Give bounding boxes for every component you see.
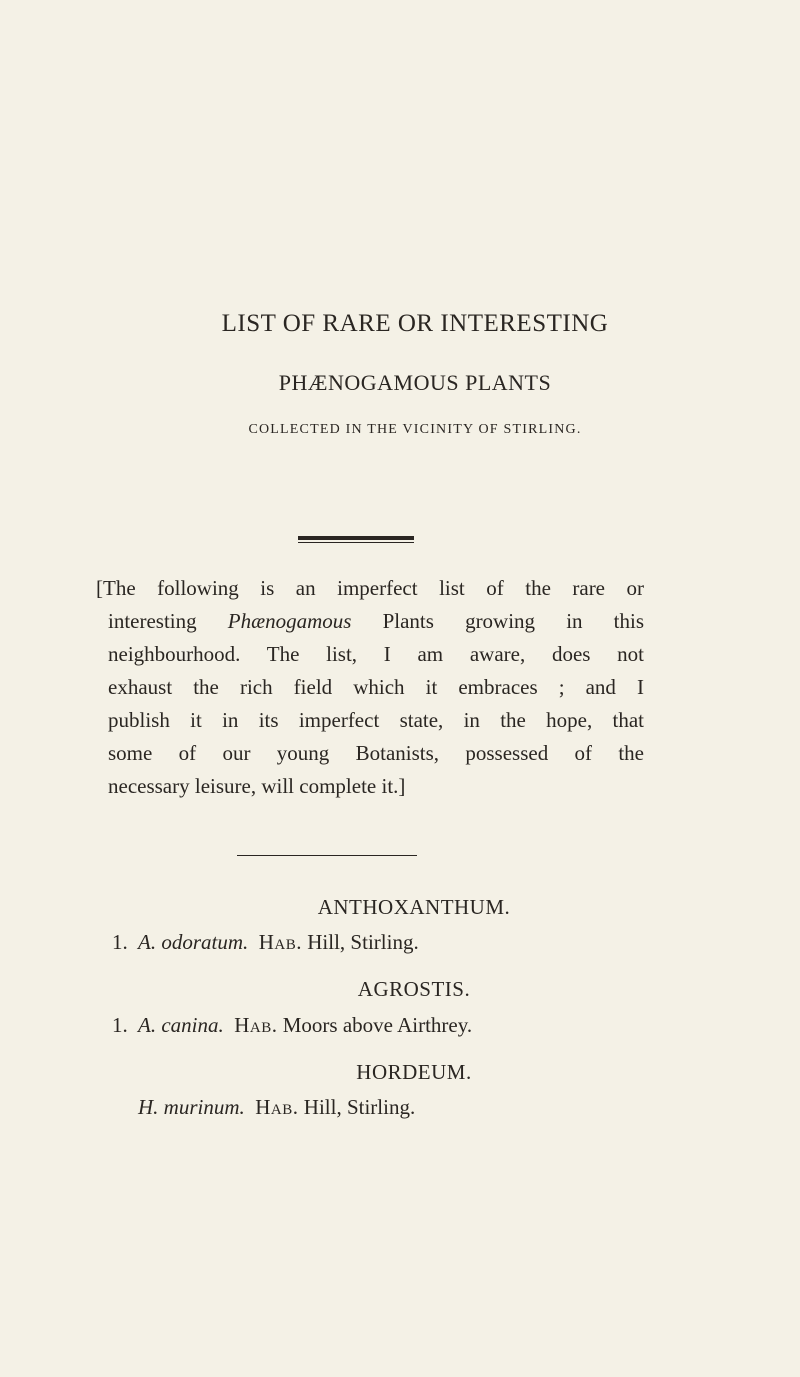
page-subtitle: COLLECTED IN THE VICINITY OF STIRLING. (248, 422, 582, 437)
species-name: A. odoratum. (138, 930, 249, 954)
entry-number: 1. (112, 1013, 128, 1037)
genus-heading: ANTHOXANTHUM. (317, 895, 511, 919)
habitat-locality: Hill, Stirling. (303, 1095, 416, 1119)
intro-line: neighbourhood. The list, I am aware, does not (108, 642, 644, 666)
species-name: H. murinum. (138, 1095, 245, 1119)
genus-heading: AGROSTIS. (357, 977, 471, 1001)
page-title: LIST OF RARE OR INTERESTING (221, 310, 609, 337)
intro-italic-term: Phænogamous (227, 609, 352, 633)
habitat-label: Hab. (258, 930, 303, 954)
intro-line: publish it in its imperfect state, in the hope, that (108, 708, 644, 732)
habitat-locality: Moors above Airthrey. (282, 1013, 473, 1037)
genus-heading: HORDEUM. (356, 1060, 472, 1084)
entry-number: 1. (112, 930, 128, 954)
intro-line: some of our young Botanists, possessed of the (108, 741, 644, 765)
species-name: A. canina. (138, 1013, 224, 1037)
species-entry (112, 1013, 472, 1038)
intro-line: [The following is an imperfect list of the rare or (96, 576, 644, 600)
thick-rule (298, 536, 414, 540)
habitat-label: Hab. (255, 1095, 299, 1119)
habitat-locality: Hill, Stirling. (307, 930, 419, 954)
species-entry (112, 1095, 415, 1120)
species-entry (112, 930, 419, 955)
intro-line: necessary leisure, will complete it.] (108, 774, 406, 798)
page-title-second-line: PHÆNOGAMOUS PLANTS (278, 370, 552, 395)
double-rule-divider (298, 536, 414, 543)
intro-line: exhaust the rich field which it embraces ; and I (108, 675, 644, 699)
habitat-label: Hab. (234, 1013, 278, 1037)
intro-line: interesting Phænogamous Plants growing in this (108, 609, 644, 633)
single-rule-divider (237, 855, 417, 856)
thin-rule (298, 542, 414, 543)
intro-paragraph (96, 572, 644, 803)
